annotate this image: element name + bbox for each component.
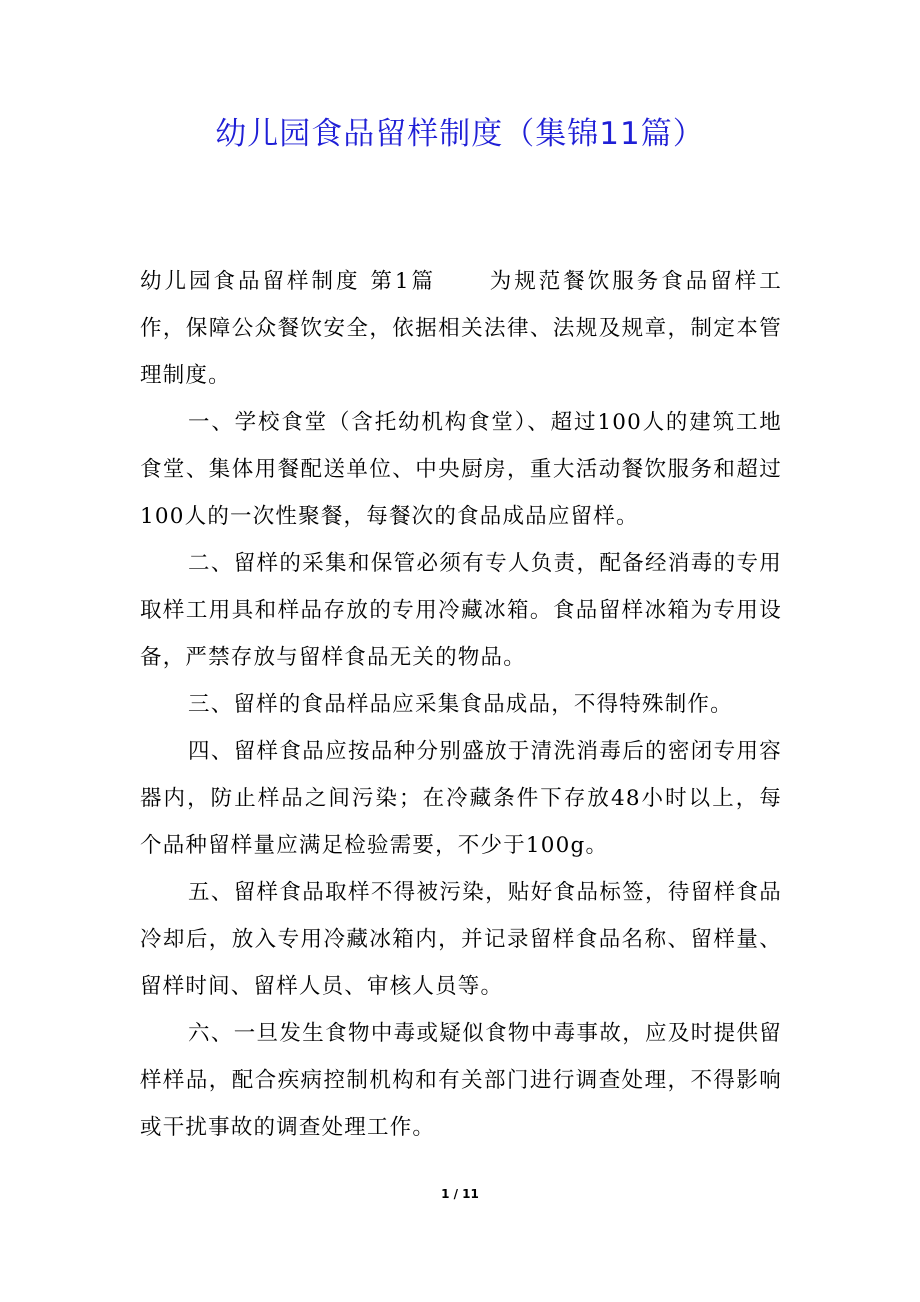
section-heading: 幼儿园食品留样制度 第1篇: [140, 269, 436, 294]
document-title: 幼儿园食品留样制度（集锦11篇）: [215, 116, 705, 152]
paragraph-6: 六、一旦发生食物中毒或疑似食物中毒事故，应及时提供留样样品，配合疾病控制机构和有关部门进行调查处理，不得影响或干扰事故的调查处理工作。: [140, 1021, 782, 1140]
paragraph-5: 五、留样食品取样不得被污染，贴好食品标签，待留样食品冷却后，放入专用冷藏冰箱内，并记录留样食品名称、留样量、留样时间、留样人员、审核人员等。: [140, 880, 782, 999]
intro-paragraph: [140, 258, 782, 399]
document-body: [140, 258, 782, 1151]
paragraph-1: 一、学校食堂（含托幼机构食堂）、超过100人的建筑工地食堂、集体用餐配送单位、中央厨房，重大活动餐饮服务和超过100人的一次性聚餐，每餐次的食品成品应留样。: [140, 410, 782, 529]
paragraph-4: 四、留样食品应按品种分别盛放于清洗消毒后的密闭专用容器内，防止样品之间污染；在冷藏条件下存放48小时以上，每个品种留样量应满足检验需要，不少于100g。: [140, 739, 782, 858]
page-indicator: 1 / 11: [441, 1187, 479, 1201]
intro-text: 为规范餐饮服务食品留样工作，保障公众餐饮安全，依据相关法律、法规及规章，制定本管理制度。: [140, 269, 782, 388]
paragraph-2: 二、留样的采集和保管必须有专人负责，配备经消毒的专用取样工用具和样品存放的专用冷藏冰箱。食品留样冰箱为专用设备，严禁存放与留样食品无关的物品。: [140, 551, 782, 670]
paragraph-3: 三、留样的食品样品应采集食品成品，不得特殊制作。: [188, 692, 733, 717]
